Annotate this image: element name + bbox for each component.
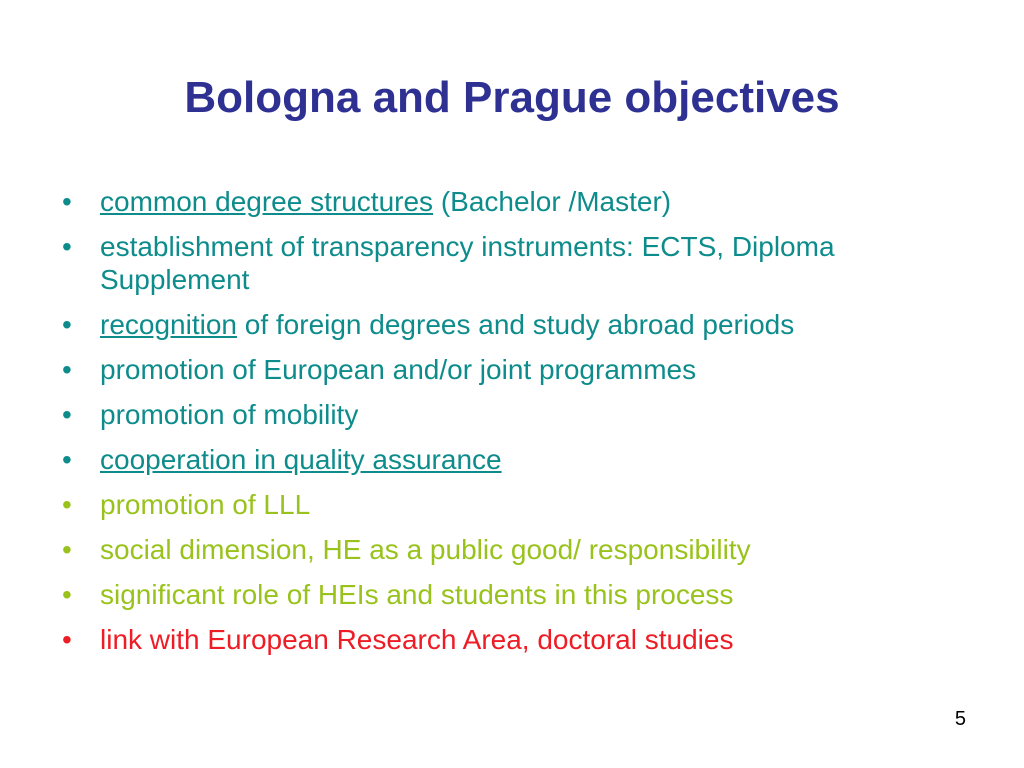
bullet-link[interactable]: recognition bbox=[100, 309, 237, 340]
bullet-item bbox=[62, 578, 982, 611]
slide-title: Bologna and Prague objectives bbox=[184, 73, 840, 122]
bullet-marker: • bbox=[62, 624, 72, 655]
bullet-text: of foreign degrees and study abroad periods bbox=[236, 309, 795, 340]
page-number: 5 bbox=[954, 708, 966, 730]
bullet-item bbox=[62, 308, 982, 341]
bullet-item bbox=[62, 623, 982, 656]
bullet-item bbox=[62, 533, 982, 566]
bullet-link[interactable]: common degree structures bbox=[100, 186, 434, 217]
bullet-item bbox=[62, 230, 982, 296]
bullet-text: promotion of mobility bbox=[100, 399, 359, 430]
bullet-marker: • bbox=[62, 444, 72, 475]
bullet-item bbox=[62, 488, 982, 521]
bullet-text: link with European Research Area, doctoral studies bbox=[100, 624, 734, 655]
bullet-marker: • bbox=[62, 534, 72, 565]
bullet-marker: • bbox=[62, 354, 72, 385]
bullet-marker: • bbox=[62, 186, 72, 217]
bullet-marker: • bbox=[62, 399, 72, 430]
bullet-item bbox=[62, 353, 982, 386]
bullet-marker: • bbox=[62, 309, 72, 340]
bullet-text: significant role of HEIs and students in this process bbox=[100, 579, 734, 610]
bullet-marker: • bbox=[62, 489, 72, 520]
bullet-text: social dimension, HE as a public good/ responsibility bbox=[100, 534, 751, 565]
bullet-text: (Bachelor /Master) bbox=[433, 186, 672, 217]
bullet-text: promotion of European and/or joint programmes bbox=[100, 354, 697, 385]
bullet-link[interactable]: cooperation in quality assurance bbox=[100, 444, 502, 475]
bullet-item bbox=[62, 398, 982, 431]
bullet-item bbox=[62, 443, 982, 476]
bullet-marker: • bbox=[62, 579, 72, 610]
bullet-item bbox=[62, 185, 982, 218]
bullet-marker: • bbox=[62, 231, 72, 262]
bullet-list bbox=[62, 185, 982, 668]
bullet-text: establishment of transparency instruments: ECTS, Diploma Supplement bbox=[100, 231, 835, 295]
bullet-text: promotion of LLL bbox=[100, 489, 311, 520]
